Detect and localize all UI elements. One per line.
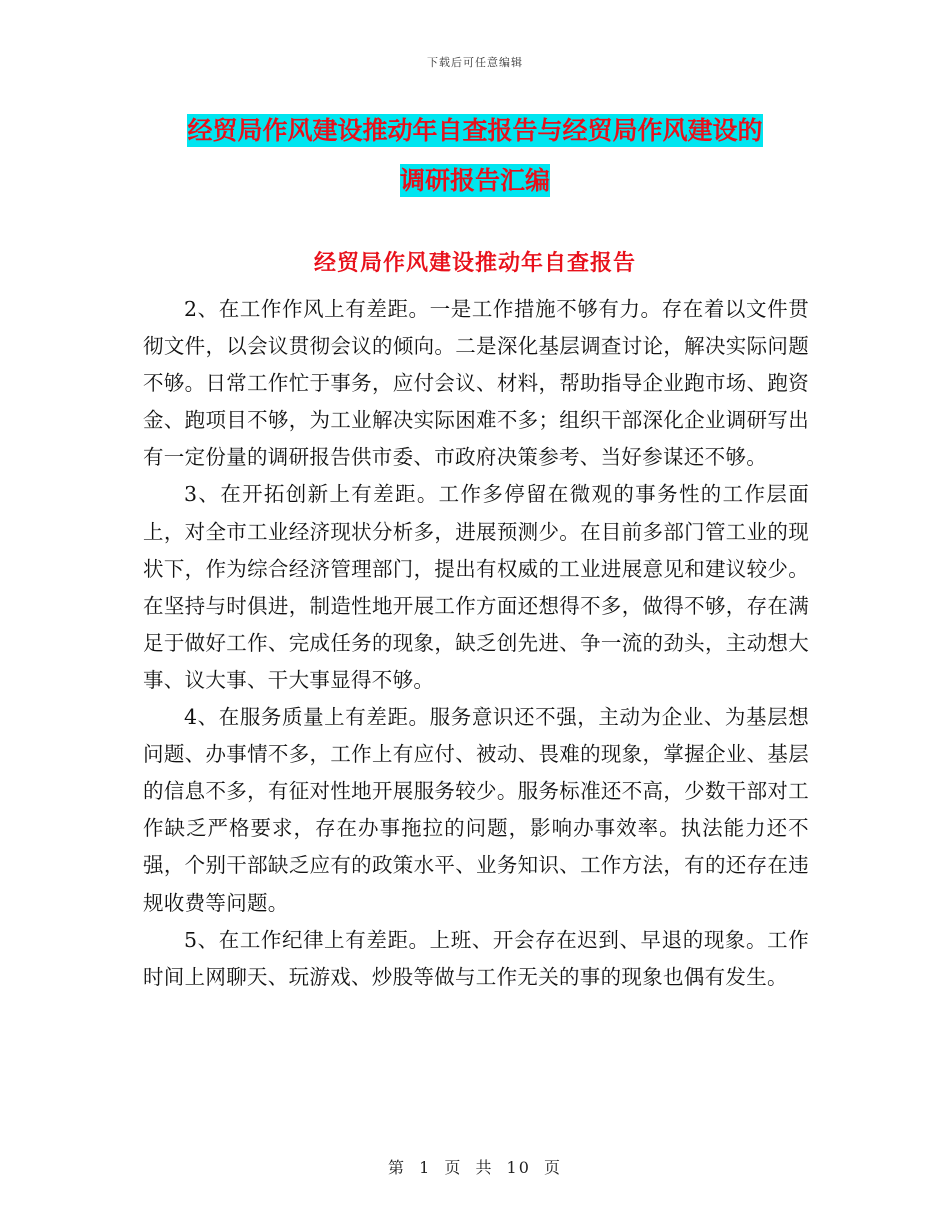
page-header-note: 下载后可任意编辑 (427, 56, 523, 69)
page-number-footer: 第 1 页 共 10 页 (388, 1158, 562, 1177)
paragraph: 4、在服务质量上有差距。服务意识还不强，主动为企业、为基层想问题、办事情不多，工作上有应付、被动、畏难的现象，掌握企业、基层的信息不多，有征对性地开展服务较少。服务标准还不高，少数干部对工作缺乏严格要求，存在办事拖拉的问题，影响办事效率。执法能力还不强，个别干部缺乏应有的政策水平、业务知识、工作方法，有的还存在违规收费等问题。 (143, 705, 809, 915)
document-title (140, 106, 810, 206)
paragraph: 2、在工作作风上有差距。一是工作措施不够有力。存在着以文件贯彻文件，以会议贯彻会议的倾向。二是深化基层调查讨论，解决实际问题不够。日常工作忙于事务，应付会议、材料，帮助指导企业跑市场、跑资金、跑项目不够，为工业解决实际困难不多；组织干部深化企业调研写出有一定份量的调研报告供市委、市政府决策参考、当好参谋还不够。 (143, 297, 809, 470)
document-title-line-2: 调研报告汇编 (399, 166, 550, 195)
document-title-line-1: 经贸局作风建设推动年自查报告与经贸局作风建设的 (187, 116, 763, 145)
document-body (143, 291, 809, 996)
paragraph: 5、在工作纪律上有差距。上班、开会存在迟到、早退的现象。工作时间上网聊天、玩游戏、炒股等做与工作无关的事的现象也偶有发生。 (143, 927, 809, 989)
section-title: 经贸局作风建设推动年自查报告 (313, 251, 636, 276)
paragraph: 3、在开拓创新上有差距。工作多停留在微观的事务性的工作层面上，对全市工业经济现状分析多，进展预测少。在目前多部门管工业的现状下，作为综合经济管理部门，提出有权威的工业进展意见和建议较少。在坚持与时俱进，制造性地开展工作方面还想得不多，做得不够，存在满足于做好工作、完成任务的现象，缺乏创先进、争一流的劲头，主动想大事、议大事、干大事显得不够。 (143, 482, 809, 692)
